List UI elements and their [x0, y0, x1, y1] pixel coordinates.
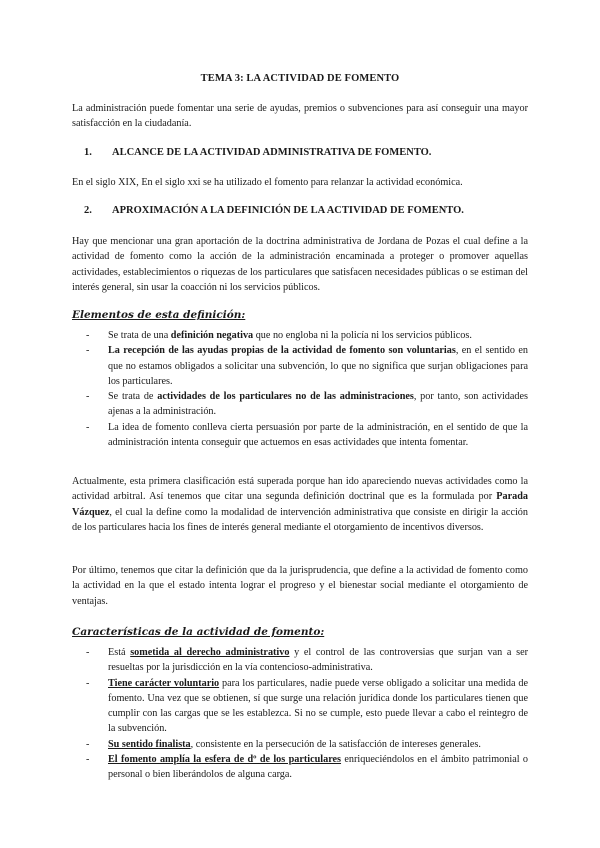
- elementos-list: [84, 328, 528, 450]
- list-item: - Su sentido finalista, consistente en la persecución de la satisfacción de intereses generales.: [84, 737, 528, 752]
- list-item: - La idea de fomento conlleva cierta persuasión por parte de la administración, en el sentido de que la administración intenta conseguir que actuemos en esas actividades que intenta fomentar.: [84, 420, 528, 451]
- section-2-number: 2.: [84, 205, 92, 216]
- section-1-title: ALCANCE DE LA ACTIVIDAD ADMINISTRATIVA DE FOMENTO.: [112, 147, 432, 158]
- list-item: - Tiene carácter voluntario para los particulares, nadie puede verse obligado a solicitar una medida de fomento. Una vez que se obtienen, sí que surge una relación jurídica donde los particulares tienen que cumplir con las cargas que se les establezca. Si no se cumple, esto puede llevar a cabo el reintegro de la subvención.: [84, 676, 528, 737]
- list-item: - Se trata de una definición negativa que no engloba ni la policía ni los servicios públicos.: [84, 328, 528, 343]
- list-item: - La recepción de las ayudas propias de la actividad de fomento son voluntarias, en el sentido en que no estamos obligados a solicitar una subvención, lo que no significa que surjan obligaciones para los particulares.: [84, 343, 528, 389]
- list-item: - Está sometida al derecho administrativo y el control de las controversias que surjan van a ser resueltas por la jurisdicción en la vía contencioso-administrativa.: [84, 645, 528, 676]
- section-2-paragraph: Hay que mencionar una gran aportación de la doctrina administrativa de Jordana de Pozas el cual define a la actividad de fomento como la acción de la administración encaminada a proteger o promover aquellas actividades, establecimientos o riquezas de los particulares que satisfacen necesidades públicas o se estiman del interés general, sin usar la coacción ni los servicios públicos.: [72, 236, 528, 293]
- section-2-title: APROXIMACIÓN A LA DEFINICIÓN DE LA ACTIVIDAD DE FOMENTO.: [112, 205, 464, 216]
- section-1-heading: [84, 147, 540, 158]
- section-1-paragraph: En el siglo XIX, En el siglo xxi se ha utilizado el fomento para relanzar la actividad económica.: [72, 177, 463, 188]
- elementos-heading: Elementos de esta definición:: [72, 309, 246, 321]
- actualmente-paragraph: Actualmente, esta primera clasificación está superada porque han ido apareciendo nuevas actividades como la actividad arbitral. Así tenemos que citar una segunda definición doctrinal que es la formulada por Parada Vázquez, el cual la define como la modalidad de intervención administrativa que consiste en dirigir la acción de los particulares hacia los fines de interés general mediante el otorgamiento de incentivos diversos.: [72, 476, 528, 533]
- list-item: - Se trata de actividades de los particulares no de las administraciones, por tanto, son actividades ajenas a la administración.: [84, 389, 528, 420]
- section-1-number: 1.: [84, 147, 92, 158]
- list-item: - El fomento amplía la esfera de dº de los particulares enriqueciéndolos en el ámbito patrimonial o personal o bien liberándolos de alguna carga.: [84, 752, 528, 783]
- section-2-heading: [84, 205, 540, 216]
- caracteristicas-heading: Características de la actividad de fomento:: [72, 626, 325, 638]
- ultimo-paragraph: Por último, tenemos que citar la definición que da la jurisprudencia, que define a la actividad de fomento como la actividad en la que el estado intenta lograr el progreso y el bienestar social mediante el otorgamiento de ventajas.: [72, 565, 528, 607]
- intro-paragraph: La administración puede fomentar una serie de ayudas, premios o subvenciones para así conseguir una mayor satisfacción en la ciudadanía.: [72, 103, 528, 130]
- caracteristicas-list: [84, 645, 528, 783]
- page-title: TEMA 3: LA ACTIVIDAD DE FOMENTO: [200, 73, 400, 84]
